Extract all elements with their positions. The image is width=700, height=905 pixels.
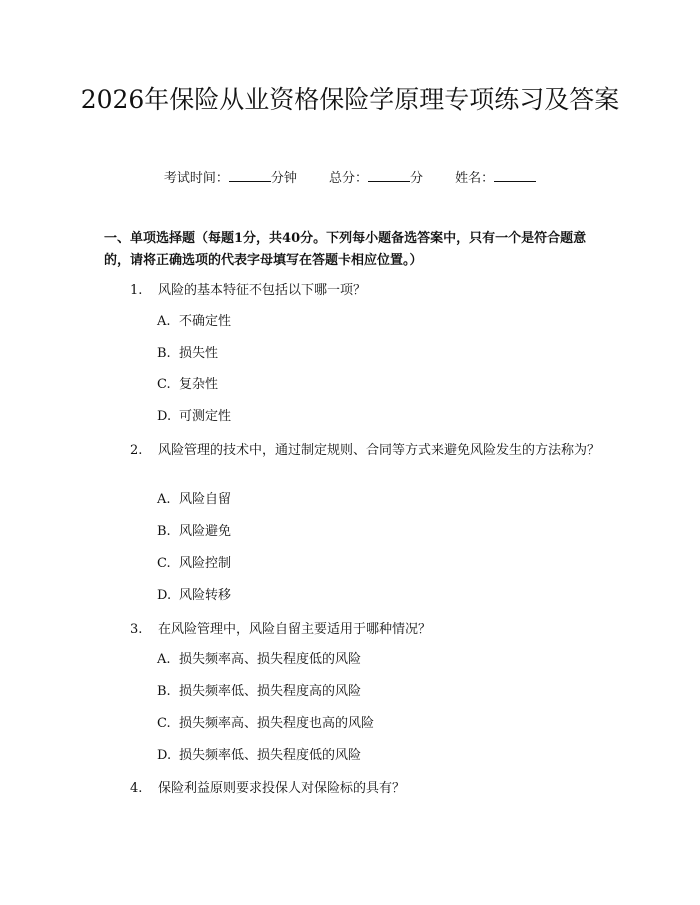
option-text: 损失性 bbox=[179, 346, 219, 361]
option-2c bbox=[157, 555, 231, 573]
option-1b bbox=[157, 345, 218, 363]
option-3c bbox=[157, 715, 374, 733]
question-number: 2. bbox=[130, 443, 143, 458]
option-3d bbox=[157, 747, 361, 765]
exam-time-label: 考试时间： bbox=[163, 171, 229, 186]
student-name-blank[interactable] bbox=[494, 169, 536, 182]
option-3b bbox=[157, 683, 361, 701]
option-letter: D. bbox=[157, 409, 172, 424]
question-1 bbox=[104, 278, 600, 304]
question-number: 3. bbox=[130, 622, 143, 637]
option-2a bbox=[157, 491, 231, 509]
exam-time bbox=[164, 171, 301, 186]
option-letter: C. bbox=[157, 556, 171, 571]
question-text: 风险的基本特征不包括以下哪一项？ bbox=[158, 283, 367, 298]
student-name-label: 姓名： bbox=[455, 171, 495, 186]
question-number: 1. bbox=[130, 283, 143, 298]
option-letter: D. bbox=[157, 748, 172, 763]
total-score bbox=[329, 171, 427, 186]
exam-info-line bbox=[0, 169, 700, 188]
option-letter: C. bbox=[157, 377, 171, 392]
option-2d bbox=[157, 587, 231, 605]
option-text: 不确定性 bbox=[179, 314, 232, 329]
question-3 bbox=[104, 617, 600, 643]
option-letter: C. bbox=[157, 716, 171, 731]
total-score-label: 总分： bbox=[328, 171, 368, 186]
total-score-blank[interactable] bbox=[368, 169, 410, 182]
option-text: 复杂性 bbox=[179, 377, 219, 392]
option-letter: B. bbox=[157, 684, 171, 699]
option-letter: A. bbox=[157, 492, 171, 507]
option-letter: B. bbox=[157, 346, 171, 361]
option-text: 损失频率低、损失程度高的风险 bbox=[179, 684, 362, 699]
student-name bbox=[455, 171, 536, 186]
total-score-unit: 分 bbox=[410, 171, 424, 186]
question-2 bbox=[104, 438, 600, 464]
option-letter: A. bbox=[157, 314, 171, 329]
option-text: 损失频率高、损失程度也高的风险 bbox=[179, 716, 375, 731]
question-text: 保险利益原则要求投保人对保险标的具有？ bbox=[158, 781, 406, 796]
section-heading: 一、单项选择题（每题1分，共40分。下列每小题备选答案中，只有一个是符合题意的，请将正确选项的代表字母填写在答题卡相应位置。） bbox=[104, 231, 587, 268]
question-4 bbox=[104, 776, 600, 802]
option-text: 风险控制 bbox=[179, 556, 232, 571]
option-1d bbox=[157, 408, 231, 426]
exam-time-unit: 分钟 bbox=[270, 171, 297, 186]
option-text: 风险自留 bbox=[179, 492, 232, 507]
question-text: 风险管理的技术中，通过制定规则、合同等方式来避免风险发生的方法称为？ bbox=[158, 443, 601, 458]
option-text: 可测定性 bbox=[179, 409, 232, 424]
option-letter: B. bbox=[157, 524, 171, 539]
exam-time-blank[interactable] bbox=[229, 169, 271, 182]
option-2b bbox=[157, 523, 231, 541]
option-1c bbox=[157, 376, 218, 394]
option-letter: D. bbox=[157, 588, 172, 603]
option-3a bbox=[157, 651, 361, 669]
question-number: 4. bbox=[130, 781, 143, 796]
option-text: 损失频率低、损失程度低的风险 bbox=[179, 748, 362, 763]
option-text: 损失频率高、损失程度低的风险 bbox=[179, 652, 362, 667]
option-text: 风险避免 bbox=[179, 524, 232, 539]
document-title: 2026年保险从业资格保险学原理专项练习及答案 bbox=[80, 85, 620, 114]
question-text: 在风险管理中，风险自留主要适用于哪种情况？ bbox=[158, 622, 432, 637]
option-1a bbox=[157, 313, 231, 331]
option-letter: A. bbox=[157, 652, 171, 667]
option-text: 风险转移 bbox=[179, 588, 232, 603]
